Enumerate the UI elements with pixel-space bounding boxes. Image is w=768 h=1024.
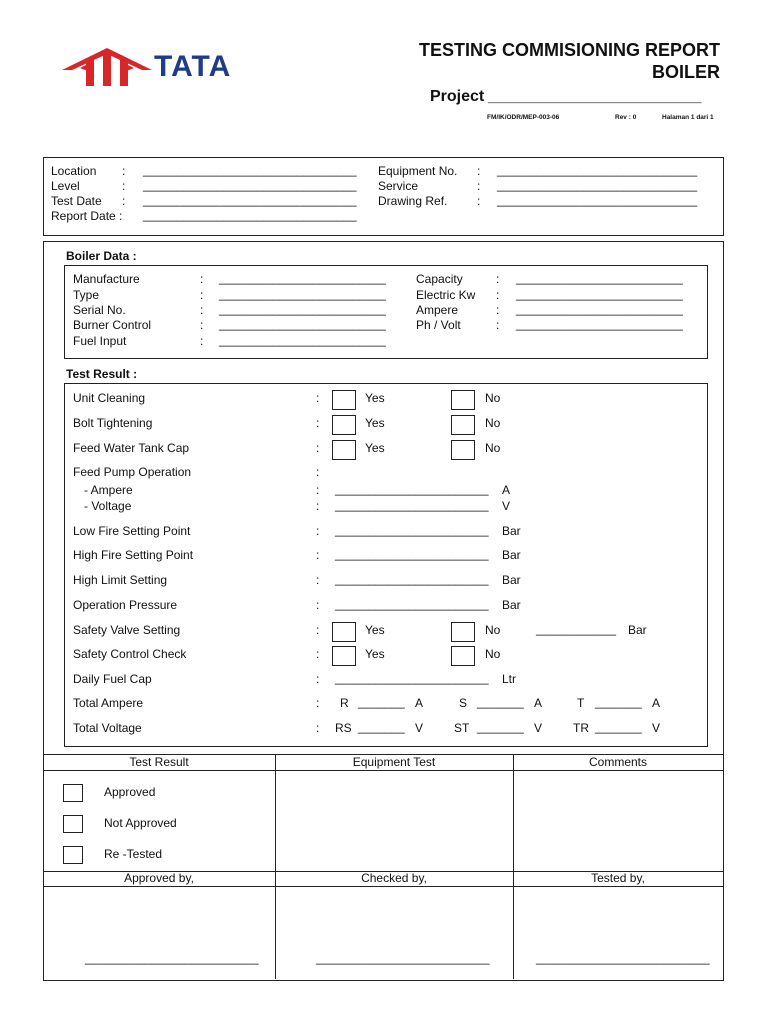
page-label: Halaman 1 dari 1 <box>662 114 714 121</box>
tr-voltage-field[interactable]: _______ <box>595 720 642 734</box>
page-title-line1: TESTING COMMISIONING REPORT <box>418 40 720 60</box>
report-date-label: Report Date : <box>51 209 123 223</box>
colon: : <box>496 303 500 317</box>
tested-by-signature-field[interactable]: __________________________ <box>536 951 710 965</box>
unit-ltr: Ltr <box>502 672 517 686</box>
divider <box>43 770 723 771</box>
project-blank: ________________________ <box>488 88 702 105</box>
approved-by-signature-field[interactable]: __________________________ <box>85 951 259 965</box>
test-date-field[interactable]: ________________________________ <box>143 193 357 207</box>
colon: : <box>316 548 320 562</box>
location-label: Location <box>51 164 97 178</box>
colon: : <box>122 194 126 208</box>
unit-cleaning-no-checkbox[interactable] <box>451 390 475 410</box>
yes-label: Yes <box>365 647 385 661</box>
divider <box>275 754 276 979</box>
test-result-box <box>64 383 708 747</box>
t-label: T <box>577 696 585 710</box>
divider <box>513 754 514 979</box>
rs-voltage-field[interactable]: _______ <box>358 720 405 734</box>
service-label: Service <box>378 179 419 193</box>
burner-control-label: Burner Control <box>73 318 152 332</box>
unit-a: A <box>652 696 661 710</box>
unit-v: V <box>534 721 543 735</box>
r-ampere-field[interactable]: _______ <box>358 695 405 709</box>
capacity-label: Capacity <box>416 272 463 286</box>
colon: : <box>316 483 320 497</box>
colon: : <box>316 598 320 612</box>
approved-by-label: Approved by, <box>124 871 194 885</box>
ampere-field[interactable]: _________________________ <box>516 302 683 316</box>
colon: : <box>477 164 481 178</box>
yes-label: Yes <box>365 391 385 405</box>
colon: : <box>200 318 204 332</box>
page-title-line2: BOILER <box>651 62 720 82</box>
voltage-field[interactable]: _______________________ <box>335 498 489 512</box>
manufacture-field[interactable]: _________________________ <box>219 271 386 285</box>
yes-label: Yes <box>365 416 385 430</box>
colon: : <box>316 391 320 405</box>
r-label: R <box>340 696 349 710</box>
feed-pump-operation-label: Feed Pump Operation <box>73 465 192 479</box>
test-result-heading: Test Result : <box>66 367 138 381</box>
test-date-label: Test Date <box>51 194 102 208</box>
unit-cleaning-yes-checkbox[interactable] <box>332 390 356 410</box>
re-tested-checkbox[interactable] <box>63 846 83 864</box>
high-limit-label: High Limit Setting <box>73 573 168 587</box>
equipment-no-field[interactable]: ______________________________ <box>497 163 698 177</box>
colon: : <box>316 416 320 430</box>
colon: : <box>316 647 320 661</box>
colon: : <box>122 179 126 193</box>
ampere-sub-label: - Ampere <box>84 483 133 497</box>
burner-control-field[interactable]: _________________________ <box>219 317 386 331</box>
approved-label: Approved <box>104 785 156 799</box>
bolt-tightening-yes-checkbox[interactable] <box>332 415 356 435</box>
re-tested-label: Re -Tested <box>104 847 163 861</box>
no-label: No <box>485 391 501 405</box>
no-label: No <box>485 416 501 430</box>
voltage-sub-label: - Voltage <box>84 499 132 513</box>
serial-no-field[interactable]: _________________________ <box>219 302 386 316</box>
checked-by-signature-field[interactable]: __________________________ <box>316 951 490 965</box>
yes-label: Yes <box>365 623 385 637</box>
colon: : <box>496 272 500 286</box>
colon: : <box>316 524 320 538</box>
doc-code: FM/IK/ODR/MEP-003-06 <box>487 114 560 121</box>
unit-bar: Bar <box>502 573 521 587</box>
divider <box>43 886 723 887</box>
colon: : <box>200 272 204 286</box>
unit-v: V <box>415 721 424 735</box>
no-label: No <box>485 441 501 455</box>
total-voltage-label: Total Voltage <box>73 721 142 735</box>
report-date-field[interactable]: ________________________________ <box>143 208 357 222</box>
fuel-input-field[interactable]: _________________________ <box>219 333 386 347</box>
daily-fuel-label: Daily Fuel Cap <box>73 672 152 686</box>
colon: : <box>316 441 320 455</box>
safety-control-label: Safety Control Check <box>73 647 187 661</box>
boiler-data-heading: Boiler Data : <box>66 249 137 263</box>
unit-bar: Bar <box>502 548 521 562</box>
electric-kw-field[interactable]: _________________________ <box>516 287 683 301</box>
st-voltage-field[interactable]: _______ <box>477 720 524 734</box>
ph-volt-label: Ph / Volt <box>416 318 461 332</box>
colon: : <box>316 465 320 479</box>
ampere-field[interactable]: _______________________ <box>335 482 489 496</box>
no-label: No <box>485 623 501 637</box>
unit-a: A <box>415 696 424 710</box>
bolt-tightening-no-checkbox[interactable] <box>451 415 475 435</box>
colon: : <box>316 623 320 637</box>
no-label: No <box>485 647 501 661</box>
ph-volt-field[interactable]: _________________________ <box>516 317 683 331</box>
rev-label: Rev : 0 <box>615 114 637 121</box>
feed-water-no-checkbox[interactable] <box>451 440 475 460</box>
unit-bar: Bar <box>502 598 521 612</box>
safety-control-yes-checkbox[interactable] <box>332 646 356 666</box>
colon: : <box>477 194 481 208</box>
feed-water-yes-checkbox[interactable] <box>332 440 356 460</box>
colon: : <box>316 499 320 513</box>
yes-label: Yes <box>365 441 385 455</box>
unit-bar: Bar <box>502 524 521 538</box>
unit-bar: Bar <box>628 623 647 637</box>
colon: : <box>496 288 500 302</box>
feed-water-tank-cap-label: Feed Water Tank Cap <box>73 441 190 455</box>
fuel-input-label: Fuel Input <box>73 334 127 348</box>
type-label: Type <box>73 288 100 302</box>
s-ampere-field[interactable]: _______ <box>477 695 524 709</box>
unit-a: A <box>502 483 511 497</box>
unit-a: A <box>534 696 543 710</box>
colon: : <box>316 573 320 587</box>
electric-kw-label: Electric Kw <box>416 288 476 302</box>
safety-control-no-checkbox[interactable] <box>451 646 475 666</box>
project-label: Project <box>430 88 485 105</box>
high-limit-field[interactable]: _______________________ <box>335 572 489 586</box>
colon: : <box>316 696 320 710</box>
safety-valve-no-checkbox[interactable] <box>451 622 475 642</box>
colon: : <box>316 672 320 686</box>
low-fire-label: Low Fire Setting Point <box>73 524 191 538</box>
tata-logo <box>62 46 262 90</box>
safety-valve-field[interactable]: ____________ <box>536 622 617 636</box>
capacity-field[interactable]: _________________________ <box>516 271 683 285</box>
total-ampere-label: Total Ampere <box>73 696 144 710</box>
colon: : <box>200 288 204 302</box>
colon: : <box>122 164 126 178</box>
equipment-no-label: Equipment No. <box>378 164 458 178</box>
drawing-ref-field[interactable]: ______________________________ <box>497 193 698 207</box>
s-label: S <box>459 696 468 710</box>
tata-logo-mark-icon <box>62 48 152 88</box>
t-ampere-field[interactable]: _______ <box>595 695 642 709</box>
st-label: ST <box>454 721 470 735</box>
checked-by-label: Checked by, <box>361 871 427 885</box>
colon: : <box>316 721 320 735</box>
safety-valve-yes-checkbox[interactable] <box>332 622 356 642</box>
colon: : <box>200 303 204 317</box>
operation-pressure-field[interactable]: _______________________ <box>335 597 489 611</box>
not-approved-label: Not Approved <box>104 816 177 830</box>
ampere-label: Ampere <box>416 303 459 317</box>
service-field[interactable]: ______________________________ <box>497 178 698 192</box>
drawing-ref-label: Drawing Ref. <box>378 194 448 208</box>
level-field[interactable]: ________________________________ <box>143 178 357 192</box>
bolt-tightening-label: Bolt Tightening <box>73 416 153 430</box>
approved-checkbox[interactable] <box>63 784 83 802</box>
rs-label: RS <box>335 721 352 735</box>
colon: : <box>200 334 204 348</box>
serial-no-label: Serial No. <box>73 303 126 317</box>
unit-cleaning-label: Unit Cleaning <box>73 391 146 405</box>
unit-v: V <box>502 499 511 513</box>
col-comments: Comments <box>588 755 647 769</box>
tr-label: TR <box>573 721 589 735</box>
high-fire-field[interactable]: _______________________ <box>335 547 489 561</box>
not-approved-checkbox[interactable] <box>63 815 83 833</box>
daily-fuel-field[interactable]: _______________________ <box>335 671 489 685</box>
low-fire-field[interactable]: _______________________ <box>335 523 489 537</box>
brand-name: TATA <box>154 50 232 83</box>
tested-by-label: Tested by, <box>591 871 645 885</box>
operation-pressure-label: Operation Pressure <box>73 598 178 612</box>
col-test-result: Test Result <box>129 755 189 769</box>
type-field[interactable]: _________________________ <box>219 287 386 301</box>
manufacture-label: Manufacture <box>73 272 140 286</box>
colon: : <box>496 318 500 332</box>
safety-valve-label: Safety Valve Setting <box>73 623 181 637</box>
high-fire-label: High Fire Setting Point <box>73 548 194 562</box>
location-field[interactable]: ________________________________ <box>143 163 357 177</box>
unit-v: V <box>652 721 661 735</box>
level-label: Level <box>51 179 80 193</box>
col-equipment-test: Equipment Test <box>352 755 436 769</box>
colon: : <box>477 179 481 193</box>
